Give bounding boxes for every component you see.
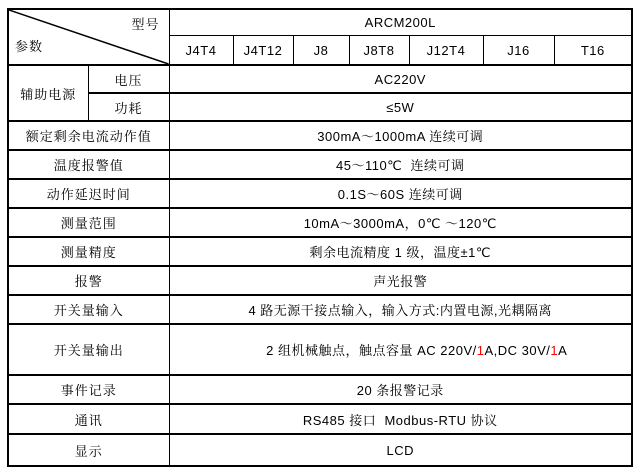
spec-label: 测量精度 xyxy=(8,237,169,266)
header-row-model xyxy=(8,9,632,36)
model-column-j12t4: J12T4 xyxy=(409,36,483,65)
spec-label: 开关量输出 xyxy=(8,324,169,375)
row-temperature-alarm-value xyxy=(8,150,632,179)
corner-top-label: 型号 xyxy=(131,17,160,32)
spec-value: 0.1S～60S 连续可调 xyxy=(169,179,632,208)
spec-value: 剩余电流精度 1 级，温度±1℃ xyxy=(169,237,632,266)
row-alarm xyxy=(8,266,632,295)
model-column-j8: J8 xyxy=(293,36,349,65)
spec-label: 测量范围 xyxy=(8,208,169,237)
corner-inner xyxy=(9,10,169,64)
model-column-j16: J16 xyxy=(483,36,554,65)
row-measurement-accuracy xyxy=(8,237,632,266)
spec-value: LCD xyxy=(169,434,632,466)
spec-value: 声光报警 xyxy=(169,266,632,295)
model-column-t16: T16 xyxy=(554,36,632,65)
power-consumption-value: ≤5W xyxy=(169,93,632,121)
model-name-cell: ARCM200L xyxy=(169,9,632,36)
spec-value: 4 路无源干接点输入，输入方式:内置电源,光耦隔离 xyxy=(169,295,632,324)
switch-output-red-value: 1 xyxy=(550,343,559,358)
spec-value: RS485 接口 Modbus-RTU 协议 xyxy=(169,404,632,434)
spec-table xyxy=(7,8,633,467)
spec-label: 通讯 xyxy=(8,404,169,434)
model-column-j4t4: J4T4 xyxy=(169,36,233,65)
row-aux-power-consumption xyxy=(8,93,632,121)
spec-label: 报警 xyxy=(8,266,169,295)
corner-bottom-label: 参数 xyxy=(15,39,44,54)
spec-value: 10mA～3000mA，0℃ ～120℃ xyxy=(169,208,632,237)
spec-label: 事件记录 xyxy=(8,375,169,404)
row-measurement-range xyxy=(8,208,632,237)
switch-output-text: 2 组机械触点，触点容量 AC 220V/ xyxy=(266,343,477,358)
row-aux-power-voltage xyxy=(8,65,632,93)
voltage-value: AC220V xyxy=(169,65,632,93)
aux-power-label: 辅助电源 xyxy=(8,65,88,121)
switch-output-text: A,DC 30V/ xyxy=(484,343,551,358)
spec-label: 开关量输入 xyxy=(8,295,169,324)
row-communication xyxy=(8,404,632,434)
power-consumption-label: 功耗 xyxy=(88,93,169,121)
spec-label: 动作延迟时间 xyxy=(8,179,169,208)
switch-output-red-value: 1 xyxy=(476,343,485,358)
spec-value: 20 条报警记录 xyxy=(169,375,632,404)
model-column-j8t8: J8T8 xyxy=(349,36,409,65)
corner-cell xyxy=(8,9,169,65)
row-display xyxy=(8,434,632,466)
row-switch-output xyxy=(8,324,632,375)
spec-label: 温度报警值 xyxy=(8,150,169,179)
spec-label: 显示 xyxy=(8,434,169,466)
model-column-j4t12: J4T12 xyxy=(233,36,293,65)
voltage-label: 电压 xyxy=(88,65,169,93)
switch-output-text: A xyxy=(558,343,568,358)
spec-label: 额定剩余电流动作值 xyxy=(8,121,169,150)
row-action-delay-time xyxy=(8,179,632,208)
row-rated-residual-current xyxy=(8,121,632,150)
row-event-record xyxy=(8,375,632,404)
spec-value xyxy=(169,324,632,375)
spec-value: 45～110℃ 连续可调 xyxy=(169,150,632,179)
spec-value: 300mA～1000mA 连续可调 xyxy=(169,121,632,150)
row-switch-input xyxy=(8,295,632,324)
